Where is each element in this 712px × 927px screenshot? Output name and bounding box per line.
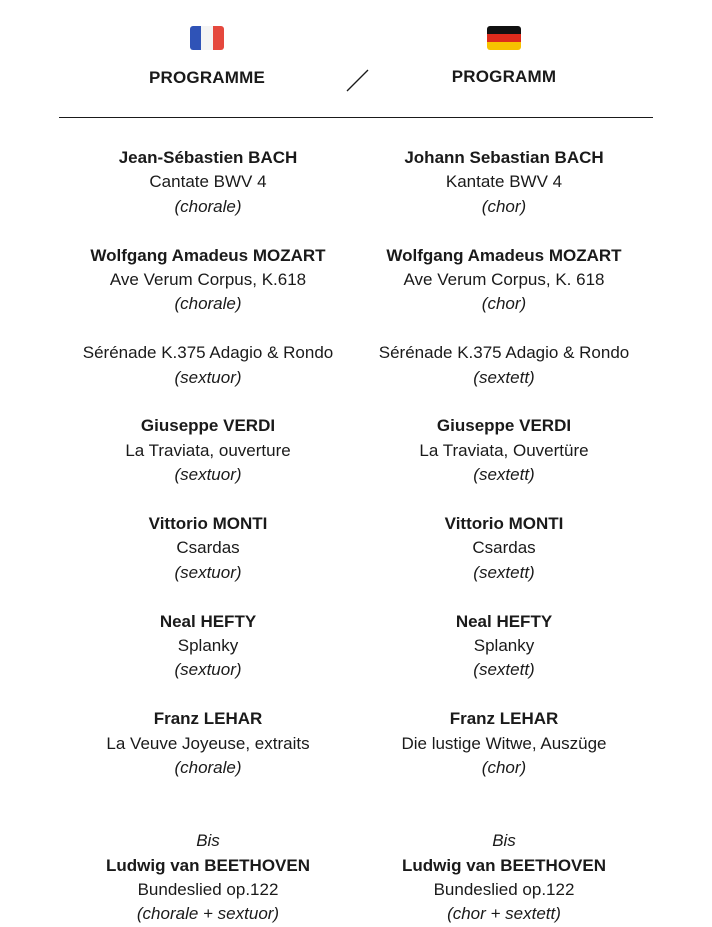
work-title: Die lustige Witwe, Auszüge <box>401 733 607 753</box>
work-title: Csardas <box>472 538 536 558</box>
programme-item <box>354 610 654 683</box>
programme-item <box>354 707 654 780</box>
work-title: Bundeslied op.122 <box>433 880 575 900</box>
french-programme-heading: PROGRAMME <box>148 68 266 87</box>
german-flag-icon <box>487 26 521 50</box>
ensemble-note: (sextett) <box>473 562 535 582</box>
composer-name: Wolfgang Amadeus MOZART <box>90 245 326 265</box>
composer-name: Wolfgang Amadeus MOZART <box>386 245 622 265</box>
work-title: Ave Verum Corpus, K.618 <box>109 270 307 290</box>
programme-item <box>58 414 358 487</box>
composer-name: Vittorio MONTI <box>444 514 564 534</box>
work-title: Splanky <box>177 636 239 656</box>
german-programme-column <box>354 146 654 927</box>
work-title: Kantate BWV 4 <box>445 172 563 192</box>
ensemble-note: (sextuor) <box>174 367 242 387</box>
ensemble-note: (sextett) <box>473 367 535 387</box>
programme-item <box>58 512 358 585</box>
work-title: Csardas <box>176 538 240 558</box>
composer-name: Neal HEFTY <box>455 611 553 631</box>
programme-item <box>354 512 654 585</box>
ensemble-note: (chorale) <box>174 294 242 314</box>
composer-name: Franz LEHAR <box>153 709 263 729</box>
encore-label: Bis <box>492 831 516 851</box>
work-title: La Traviata, Ouvertüre <box>419 440 589 460</box>
programme-item <box>58 707 358 780</box>
encore-item <box>58 829 358 927</box>
french-flag-icon <box>190 26 224 50</box>
ensemble-note: (chor) <box>481 294 527 314</box>
slash-separator <box>346 68 370 92</box>
header-divider <box>59 117 653 118</box>
encore-item <box>354 829 654 927</box>
composer-name: Vittorio MONTI <box>148 514 268 534</box>
programme-item <box>58 341 358 390</box>
encore-label: Bis <box>196 831 220 851</box>
programme-item <box>354 341 654 390</box>
programme-item <box>58 610 358 683</box>
composer-name: Jean-Sébastien BACH <box>118 148 298 167</box>
work-title: La Veuve Joyeuse, extraits <box>106 733 310 753</box>
ensemble-note: (sextuor) <box>174 660 242 680</box>
work-title: La Traviata, ouverture <box>125 440 291 460</box>
work-title: Sérénade K.375 Adagio & Rondo <box>82 343 334 363</box>
work-title: Splanky <box>473 636 535 656</box>
composer-name: Ludwig van BEETHOVEN <box>401 855 607 875</box>
composer-name: Giuseppe VERDI <box>436 416 572 436</box>
work-title: Bundeslied op.122 <box>137 880 279 900</box>
work-title: Ave Verum Corpus, K. 618 <box>403 270 605 290</box>
german-programme-heading: PROGRAMM <box>451 67 557 86</box>
programme-item <box>58 244 358 317</box>
work-title: Cantate BWV 4 <box>149 172 267 192</box>
ensemble-note: (sextuor) <box>174 465 242 485</box>
programme-item <box>58 146 358 219</box>
composer-name: Franz LEHAR <box>449 709 559 729</box>
ensemble-note: (chor) <box>481 196 527 216</box>
programme-item <box>354 414 654 487</box>
ensemble-note: (chorale + sextuor) <box>136 904 280 924</box>
programme-item <box>354 244 654 317</box>
composer-name: Johann Sebastian BACH <box>404 148 604 167</box>
work-title: Sérénade K.375 Adagio & Rondo <box>378 343 630 363</box>
ensemble-note: (chorale) <box>174 196 242 216</box>
composer-name: Giuseppe VERDI <box>140 416 276 436</box>
ensemble-note: (sextuor) <box>174 562 242 582</box>
programme-item <box>354 146 654 219</box>
composer-name: Neal HEFTY <box>159 611 257 631</box>
ensemble-note: (chor) <box>481 758 527 778</box>
ensemble-note: (sextett) <box>473 465 535 485</box>
ensemble-note: (chorale) <box>174 758 242 778</box>
ensemble-note: (sextett) <box>473 660 535 680</box>
ensemble-note: (chor + sextett) <box>447 904 561 924</box>
composer-name: Ludwig van BEETHOVEN <box>105 855 311 875</box>
french-programme-column <box>58 146 358 927</box>
